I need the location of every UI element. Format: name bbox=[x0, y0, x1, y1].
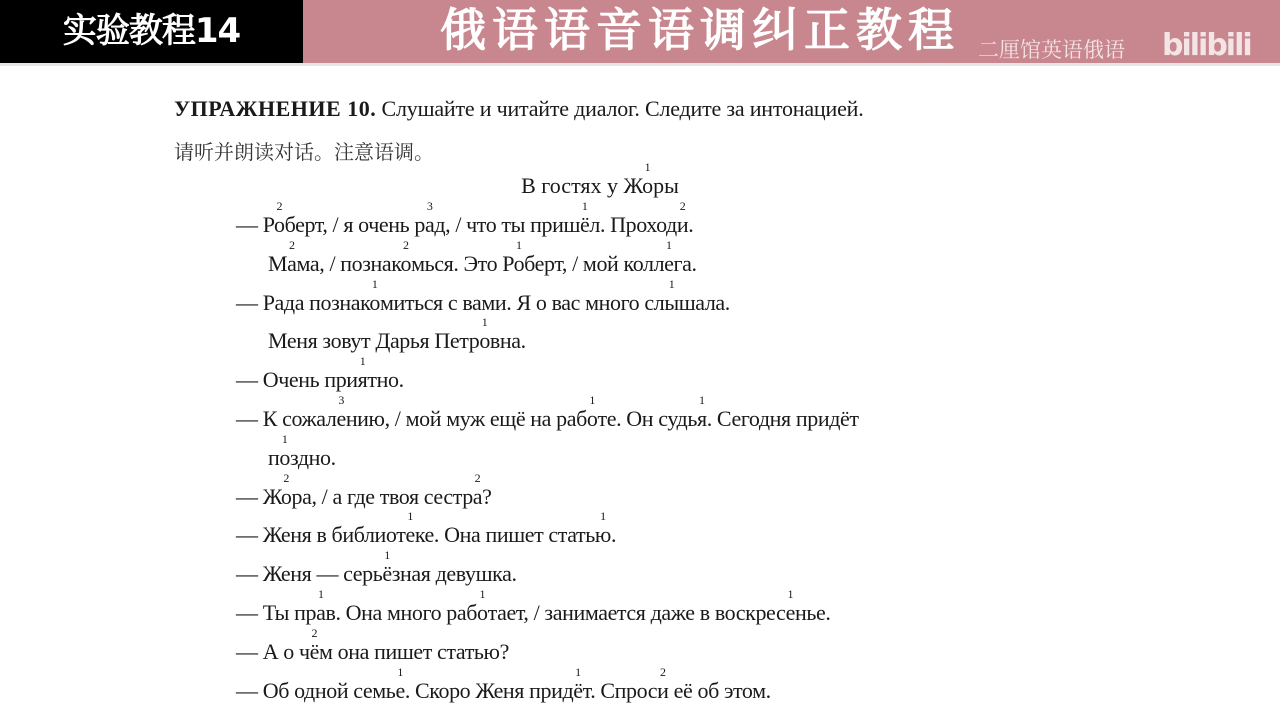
intonation-mark: 1 bbox=[359, 354, 366, 369]
text-segment: в. Она много раб bbox=[325, 600, 478, 625]
text-segment: те. Он судь bbox=[597, 406, 697, 431]
dialog-line bbox=[268, 237, 697, 277]
text-segment: ке. Она пишет стать bbox=[414, 522, 595, 548]
stressed-letter: ё 1 bbox=[382, 548, 392, 587]
intonation-mark: 2 bbox=[283, 470, 290, 485]
text-segment: . bbox=[610, 522, 617, 548]
intonation-mark: 1 bbox=[397, 664, 403, 679]
stressed-letter: и 2 bbox=[676, 199, 689, 237]
dialog-line bbox=[236, 276, 730, 316]
text-segment: ? bbox=[482, 483, 492, 509]
stressed-letter: е 1 bbox=[405, 509, 415, 548]
exercise-instruction: Слушайте и читайте диалог. Следите за интонацией. bbox=[381, 96, 864, 121]
text-segment: нье. bbox=[794, 600, 831, 625]
intonation-mark: 1 bbox=[699, 393, 705, 407]
text-segment: — Женя — серь bbox=[236, 561, 383, 587]
intonation-mark: 1 bbox=[666, 237, 672, 252]
intonation-mark: 1 bbox=[581, 199, 588, 213]
stressed-letter: о 1 bbox=[477, 587, 488, 625]
intonation-mark: 1 bbox=[407, 509, 413, 524]
text-segment: — Женя в библиот bbox=[236, 522, 406, 548]
stressed-letter: а 3 bbox=[424, 199, 435, 237]
dialog-title bbox=[0, 160, 1200, 199]
intonation-mark: 1 bbox=[668, 276, 675, 291]
stressed-letter: ё 2 bbox=[309, 625, 320, 664]
stressed-letter: ё 1 bbox=[573, 664, 583, 703]
intonation-mark: 1 bbox=[516, 237, 522, 252]
text-segment: нию, / мой муж ещё на раб bbox=[345, 406, 587, 431]
intonation-mark: 2 bbox=[660, 664, 666, 679]
text-segment: — Об одной семь bbox=[236, 677, 396, 703]
text-segment: берт, / мой колл bbox=[524, 250, 665, 276]
text-segment: д, / что ты приш bbox=[434, 212, 581, 237]
text-segment: шала. bbox=[678, 289, 730, 315]
stressed-letter: е 1 bbox=[785, 587, 795, 625]
intonation-mark: 3 bbox=[338, 393, 344, 407]
dialog-line bbox=[236, 587, 831, 626]
intonation-mark: 2 bbox=[276, 199, 283, 213]
stressed-letter: о 1 bbox=[642, 160, 654, 198]
channel-watermark: 二厘馆英语俄语 bbox=[978, 38, 1125, 62]
stressed-letter: ю 1 bbox=[594, 509, 611, 548]
text-segment: тает, / занимается даже в воскрес bbox=[487, 600, 786, 625]
dialog-line bbox=[236, 393, 859, 432]
dialog-line bbox=[236, 548, 517, 587]
text-segment: л. Проход bbox=[589, 212, 677, 237]
intonation-mark: 1 bbox=[281, 431, 288, 446]
stressed-letter: а 2 bbox=[472, 470, 483, 509]
stressed-letter: е 1 bbox=[664, 237, 674, 276]
dialog-line bbox=[268, 315, 526, 354]
intonation-mark: 1 bbox=[481, 315, 488, 330]
intonation-mark: 1 bbox=[589, 393, 596, 407]
text-segment: . bbox=[688, 212, 694, 237]
stressed-letter: е 1 bbox=[395, 664, 405, 703]
text-segment: ры bbox=[653, 173, 679, 198]
exercise-label: УПРАЖНЕНИЕ 10. bbox=[174, 96, 377, 121]
intonation-mark: 1 bbox=[787, 587, 794, 601]
text-segment: тно. bbox=[367, 367, 404, 393]
stressed-letter: о 2 bbox=[274, 199, 285, 237]
stressed-letter: я 1 bbox=[357, 354, 368, 393]
dialog-line bbox=[236, 470, 492, 510]
text-segment: т. Спрос bbox=[582, 677, 658, 703]
text-segment: п bbox=[268, 444, 280, 470]
dialog-line bbox=[268, 431, 336, 471]
text-segment: — Ты пр bbox=[236, 600, 317, 625]
dialog-line bbox=[236, 199, 694, 238]
text-segment: её об этом. bbox=[668, 677, 771, 703]
intonation-mark: 1 bbox=[384, 548, 390, 563]
intonation-mark: 1 bbox=[575, 664, 581, 679]
dialog-line bbox=[236, 354, 404, 393]
text-segment: ма, / познак bbox=[296, 250, 401, 276]
text-segment: — Р bbox=[236, 212, 274, 237]
dialog-line bbox=[236, 509, 617, 548]
stressed-letter: о 1 bbox=[513, 237, 525, 276]
intonation-mark: 1 bbox=[600, 509, 606, 524]
text-segment: ра, / а где твоя сестр bbox=[291, 483, 473, 509]
stressed-letter: о 1 bbox=[369, 276, 380, 315]
text-segment: М bbox=[268, 250, 288, 276]
exercise-instruction-chinese: 请听并朗读对话。注意语调。 bbox=[174, 140, 434, 164]
intonation-mark: 2 bbox=[474, 470, 481, 485]
intonation-mark: 1 bbox=[317, 587, 324, 601]
intonation-mark: 1 bbox=[644, 160, 651, 174]
intonation-mark: 1 bbox=[479, 587, 486, 601]
stressed-letter: ё 1 bbox=[580, 199, 590, 237]
text-segment: миться с вами. Я о вас много сл bbox=[379, 289, 665, 315]
intonation-mark: 2 bbox=[679, 199, 686, 213]
course-title: 俄语语音语调纠正教程 bbox=[440, 3, 960, 57]
text-segment: га. bbox=[673, 250, 697, 276]
text-segment: берт, / я очень р bbox=[284, 212, 425, 237]
stressed-letter: я 1 bbox=[696, 393, 707, 431]
text-segment: В гостях у Ж bbox=[521, 173, 643, 198]
text-segment: — Очень при bbox=[236, 367, 358, 393]
stressed-letter: е 3 bbox=[336, 393, 346, 431]
text-segment: м она пишет статью? bbox=[319, 638, 509, 664]
divider bbox=[0, 63, 1280, 66]
text-segment: Меня зовут Дарья Петр bbox=[268, 328, 480, 354]
intonation-mark: 3 bbox=[426, 199, 433, 213]
text-segment: — К сожал bbox=[236, 406, 337, 431]
dialog-line bbox=[236, 625, 509, 665]
stressed-letter: а 2 bbox=[287, 237, 297, 276]
exercise-heading bbox=[174, 96, 864, 122]
stressed-letter: о 2 bbox=[280, 470, 292, 509]
intonation-mark: 1 bbox=[371, 276, 378, 291]
text-segment: зная девушка. bbox=[391, 561, 517, 587]
text-segment: — Рада познак bbox=[236, 289, 370, 315]
text-segment: . Скоро Женя прид bbox=[404, 677, 574, 703]
stressed-letter: ы 1 bbox=[664, 276, 679, 315]
text-segment: . Сегодня придёт bbox=[706, 406, 859, 431]
stressed-letter: о 1 bbox=[479, 315, 490, 354]
text-segment: мься. Это Р bbox=[411, 250, 514, 276]
stressed-letter: о 1 bbox=[279, 431, 290, 470]
text-segment: — Ж bbox=[236, 483, 281, 509]
intonation-mark: 2 bbox=[402, 237, 409, 252]
stressed-letter: о 2 bbox=[400, 237, 412, 276]
intonation-mark: 2 bbox=[289, 237, 295, 252]
text-segment: вна. bbox=[489, 328, 526, 354]
stressed-letter: о 1 bbox=[586, 393, 598, 431]
text-segment: — А о ч bbox=[236, 638, 310, 664]
stressed-letter: и 2 bbox=[657, 664, 669, 703]
header-banner bbox=[0, 0, 1280, 63]
stressed-letter: а 1 bbox=[316, 587, 326, 625]
lesson-badge: 实验教程14 bbox=[0, 0, 303, 63]
bilibili-logo: bilibili bbox=[1162, 28, 1251, 63]
text-segment: здно. bbox=[289, 444, 336, 470]
dialog-line bbox=[236, 664, 771, 704]
intonation-mark: 2 bbox=[311, 625, 318, 640]
